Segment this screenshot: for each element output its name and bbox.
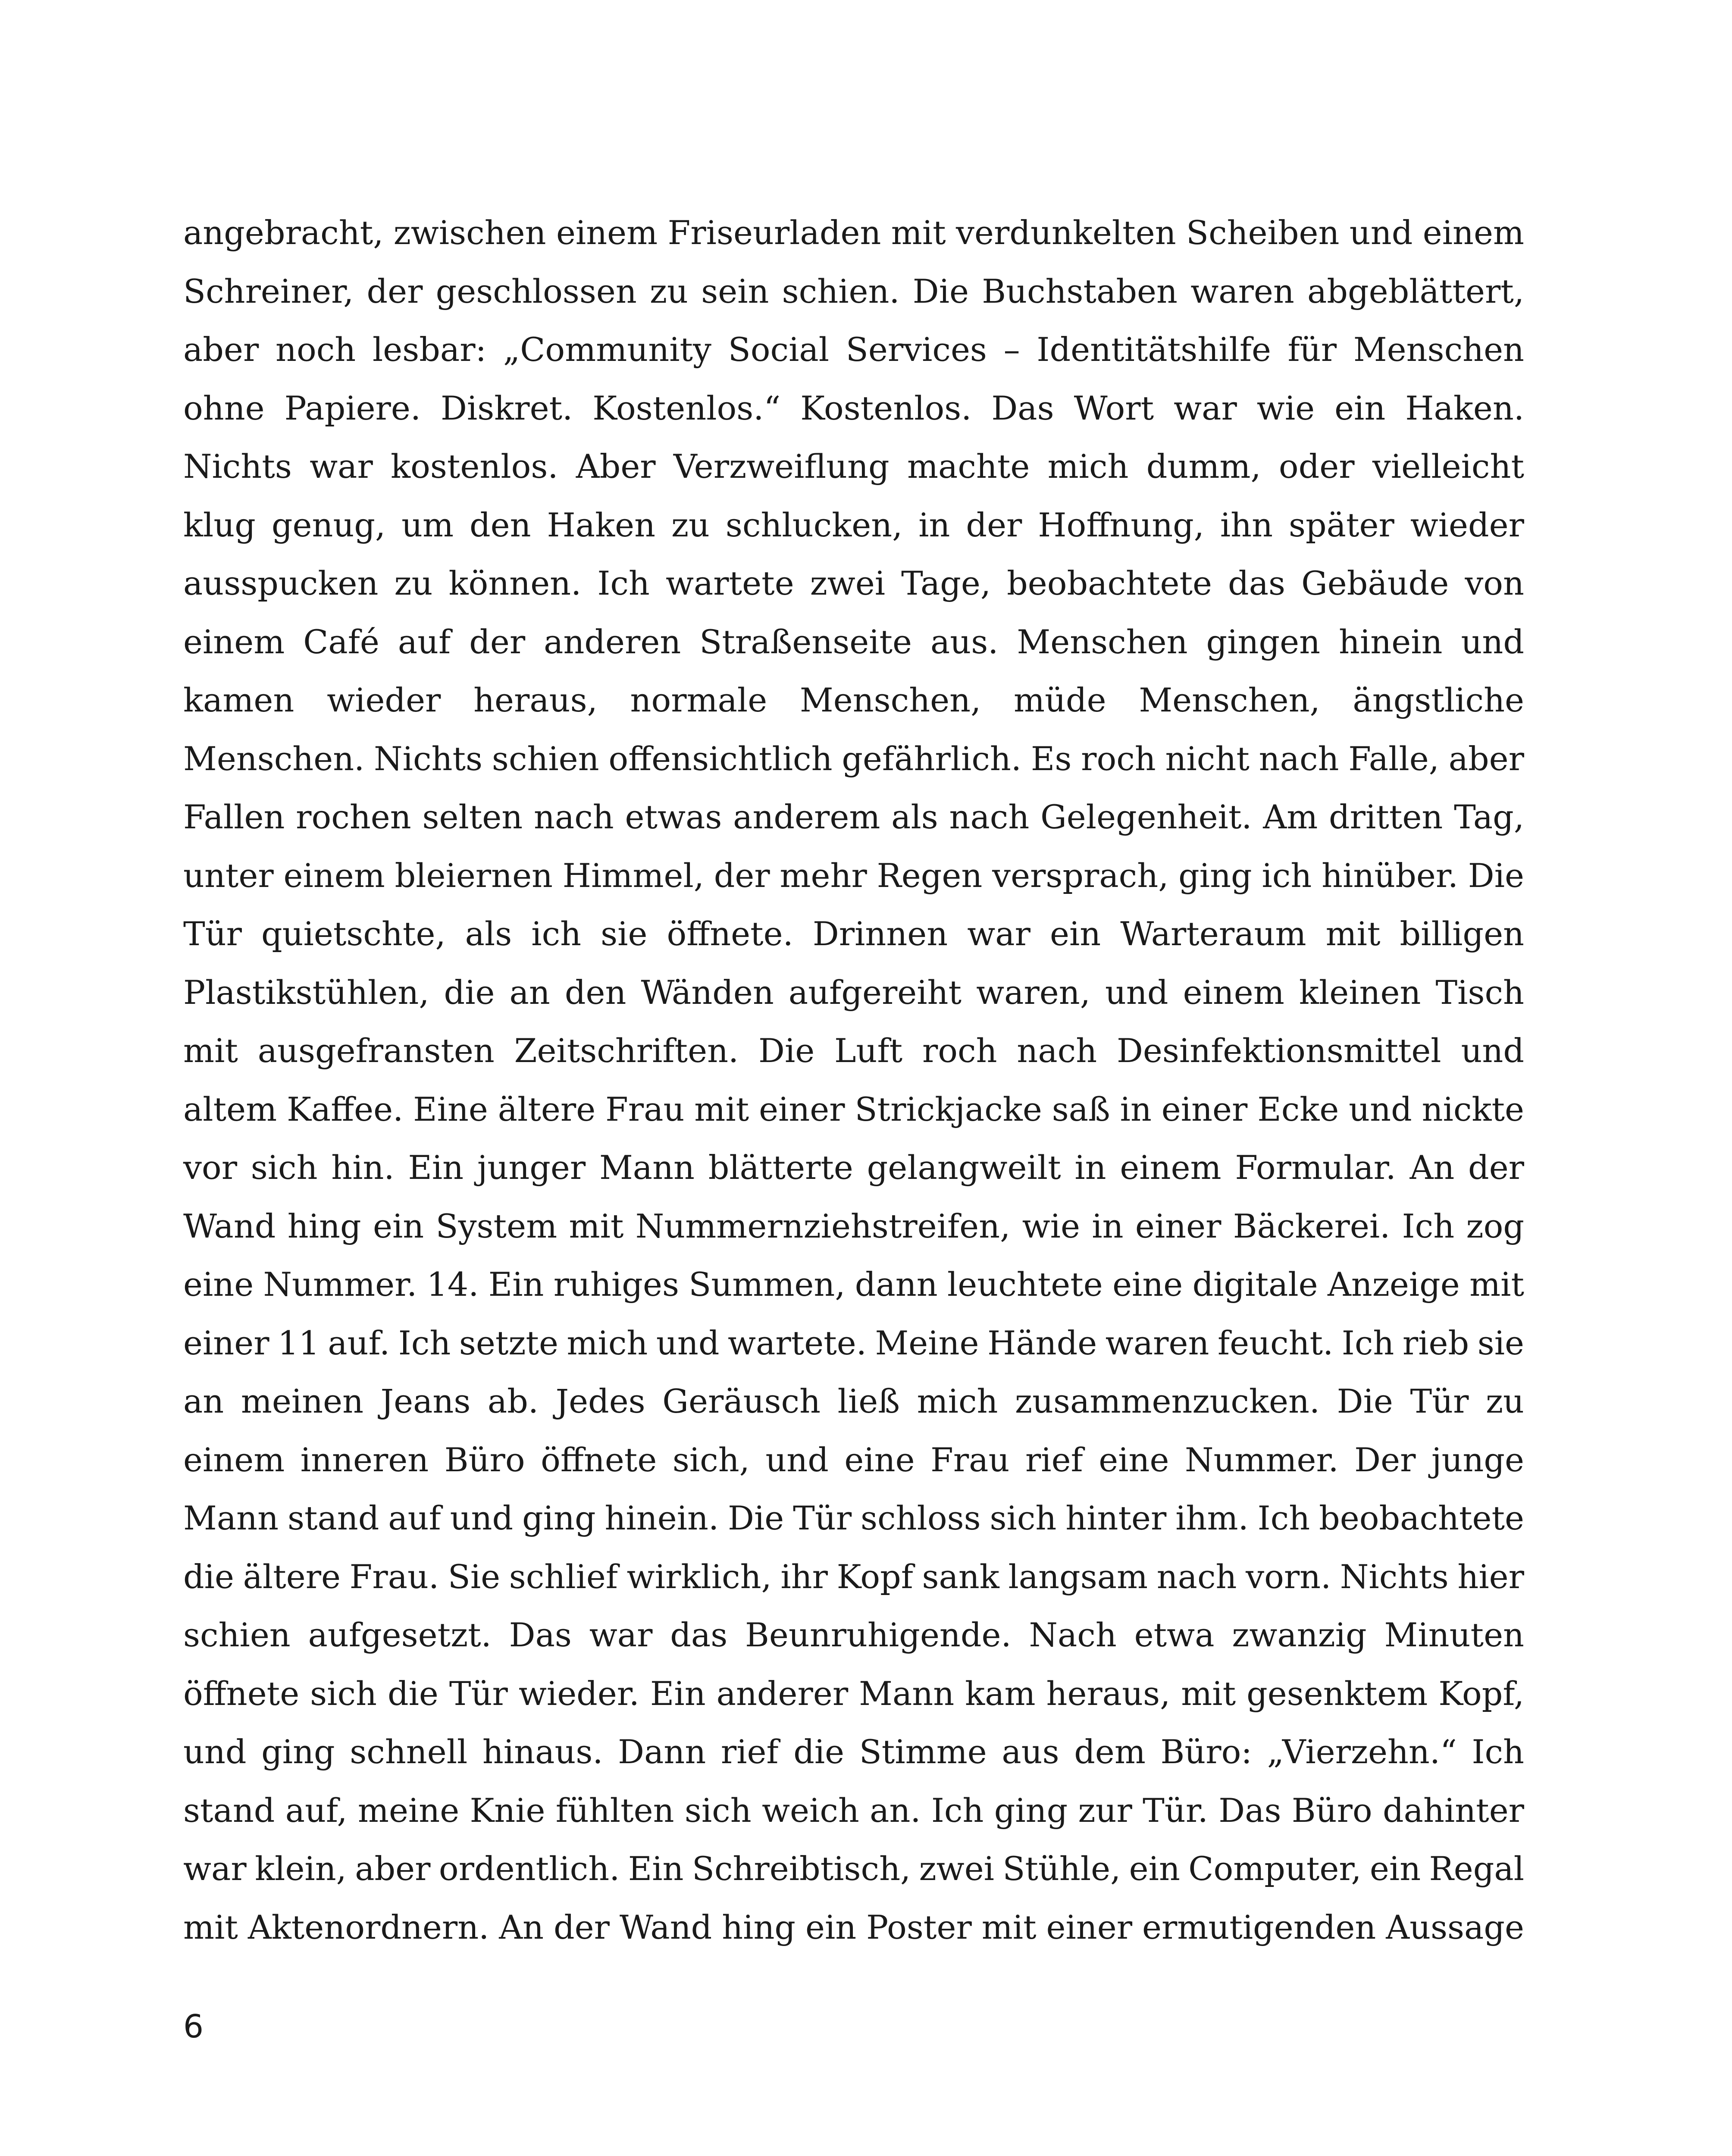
text-line: klug genug, um den Haken zu schlucken, in der Hoffnung, ihn später wieder: [183, 505, 1524, 544]
text-line: und ging schnell hinaus. Dann rief die Stimme aus dem Büro: „Vierzehn.“ Ich: [183, 1733, 1524, 1771]
text-line: Menschen. Nichts schien offensichtlich gefährlich. Es roch nicht nach Falle, aber: [183, 739, 1524, 778]
text-line: Tür quietschte, als ich sie öffnete. Drinnen war ein Warteraum mit billigen: [183, 915, 1524, 953]
text-line: mit Aktenordnern. An der Wand hing ein Poster mit einer ermutigenden Aussage: [183, 1908, 1524, 1946]
text-line: kamen wieder heraus, normale Menschen, müde Menschen, ängstliche: [183, 681, 1524, 719]
text-line: angebracht, zwischen einem Friseurladen mit verdunkelten Scheiben und einem: [183, 213, 1524, 252]
text-line: schien aufgesetzt. Das war das Beunruhigende. Nach etwa zwanzig Minuten: [183, 1616, 1524, 1654]
text-line: öffnete sich die Tür wieder. Ein anderer Mann kam heraus, mit gesenktem Kopf,: [183, 1674, 1524, 1713]
text-line: an meinen Jeans ab. Jedes Geräusch ließ mich zusammenzucken. Die Tür zu: [183, 1382, 1524, 1420]
text-line: Plastikstühlen, die an den Wänden aufgereiht waren, und einem kleinen Tisch: [183, 973, 1524, 1012]
text-line: aber noch lesbar: „Community Social Services – Identitätshilfe für Menschen: [183, 330, 1524, 369]
text-line: ausspucken zu können. Ich wartete zwei Tage, beobachtete das Gebäude von: [183, 564, 1524, 602]
text-line: einer 11 auf. Ich setzte mich und wartete. Meine Hände waren feucht. Ich rieb sie: [183, 1323, 1524, 1362]
text-line: Fallen rochen selten nach etwas anderem als nach Gelegenheit. Am dritten Tag,: [183, 798, 1524, 836]
text-line: Wand hing ein System mit Nummernziehstreifen, wie in einer Bäckerei. Ich zog: [183, 1206, 1524, 1245]
text-line: mit ausgefransten Zeitschriften. Die Luft roch nach Desinfektionsmittel und: [183, 1031, 1524, 1070]
text-line: einem Café auf der anderen Straßenseite aus. Menschen gingen hinein und: [183, 622, 1524, 661]
text-line: altem Kaffee. Eine ältere Frau mit einer Strickjacke saß in einer Ecke und nickte: [183, 1090, 1524, 1128]
text-line: eine Nummer. 14. Ein ruhiges Summen, dann leuchtete eine digitale Anzeige mit: [183, 1265, 1524, 1304]
text-line: vor sich hin. Ein junger Mann blätterte gelangweilt in einem Formular. An der: [183, 1148, 1524, 1187]
text-line: einem inneren Büro öffnete sich, und eine Frau rief eine Nummer. Der junge: [183, 1440, 1524, 1479]
text-line: unter einem bleiernen Himmel, der mehr Regen versprach, ging ich hinüber. Die: [183, 856, 1524, 895]
text-line: ohne Papiere. Diskret. Kostenlos.“ Kostenlos. Das Wort war wie ein Haken.: [183, 389, 1524, 427]
text-line: stand auf, meine Knie fühlten sich weich an. Ich ging zur Tür. Das Büro dahinter: [183, 1791, 1524, 1830]
page-number: 6: [183, 2008, 204, 2045]
text-line: Mann stand auf und ging hinein. Die Tür schloss sich hinter ihm. Ich beobachtete: [183, 1499, 1524, 1537]
text-line: Nichts war kostenlos. Aber Verzweiflung machte mich dumm, oder vielleicht: [183, 447, 1524, 486]
text-line: die ältere Frau. Sie schlief wirklich, ihr Kopf sank langsam nach vorn. Nichts hier: [183, 1557, 1524, 1596]
body-text: [183, 204, 1524, 1956]
text-line: Schreiner, der geschlossen zu sein schien. Die Buchstaben waren abgeblättert,: [183, 272, 1524, 310]
text-line: war klein, aber ordentlich. Ein Schreibtisch, zwei Stühle, ein Computer, ein Regal: [183, 1849, 1524, 1888]
